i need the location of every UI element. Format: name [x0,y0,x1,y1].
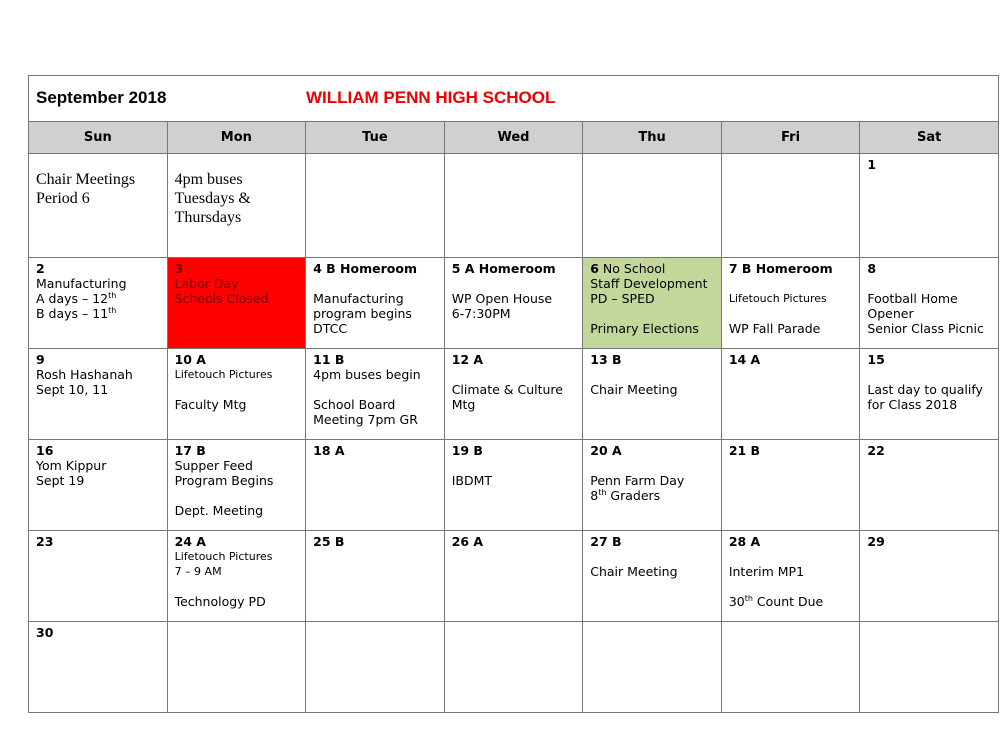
spacer [452,367,576,382]
empty-cell [721,622,860,713]
note-line: Period 6 [36,190,90,207]
event-text: Sept 10, 11 [36,382,109,397]
note-cell-sun [29,154,168,258]
day-number: 19 B [451,443,483,458]
event-text: Interim MP1 [728,564,805,579]
day-number: 18 A [313,443,345,458]
empty-cell [583,154,722,258]
day-number: 12 A [451,352,484,367]
day-cell-21 [721,440,860,531]
week-row-3 [29,440,999,531]
spacer [729,306,853,321]
title-cell [29,76,999,122]
event-text [36,291,160,306]
event-text [729,594,853,609]
day-cell-2 [29,258,168,349]
day-cell-11 [306,349,445,440]
event-text: Dept. Meeting [174,503,264,518]
spacer [452,276,576,291]
day-number: 24 A [174,534,206,549]
day-number: 30 [36,625,54,640]
spacer [867,276,991,291]
event-text: Faculty Mtg [174,397,247,412]
spacer [590,367,714,382]
header-sun: Sun [29,122,168,154]
event-text: 7 – 9 AM [174,565,222,578]
ordinal-suffix: th [108,305,117,315]
event-text: WP Fall Parade [728,321,821,336]
day-number: 21 B [728,443,761,458]
event-text: Primary Elections [590,321,699,336]
day-number: 14 A [728,352,761,367]
day-number: 4 B Homeroom [313,261,417,276]
event-text: Staff Development [590,276,708,291]
event-text: DTCC [313,321,348,336]
header-tue: Tue [306,122,445,154]
event-text: Supper Feed [174,458,253,473]
day-number: 8 [867,261,877,276]
day-cell-23 [29,531,168,622]
day-number: 16 [36,443,54,458]
day-cell-28 [721,531,860,622]
day-number: 29 [867,534,885,549]
header-sat: Sat [860,122,999,154]
day-number: 3 [174,261,184,276]
day-cell-6-no-school [583,258,722,349]
header-wed: Wed [444,122,583,154]
day-cell-3-holiday [167,258,306,349]
empty-cell [583,622,722,713]
day-cell-30 [29,622,168,713]
event-text: Football Home [867,291,958,306]
day-cell-14 [721,349,860,440]
day-number: 20 A [590,443,622,458]
event-text: IBDMT [451,473,492,488]
day-number: 9 [36,352,45,367]
event-text [590,488,714,503]
day-cell-24 [167,531,306,622]
event-text-part: Graders [606,488,661,503]
day-cell-15 [860,349,999,440]
spacer [590,458,714,473]
event-text: Penn Farm Day [590,473,685,488]
day-cell-29 [860,531,999,622]
day-number: 6 [590,261,599,276]
note-line: 4pm buses [174,171,243,188]
day-cell-17 [167,440,306,531]
spacer [452,458,576,473]
empty-cell [306,154,445,258]
event-text: 4pm buses begin [313,367,421,382]
spacer [313,276,437,291]
day-number: 26 A [451,534,484,549]
event-text-part: B days – 11 [36,306,109,321]
spacer [729,549,853,564]
day-cell-13 [583,349,722,440]
day-number: 13 B [590,352,622,367]
event-text: Chair Meeting [590,382,678,397]
day-number: 15 [867,352,885,367]
day-number: 5 A Homeroom [451,261,556,276]
day-number: 17 B [174,443,206,458]
event-text: Program Begins [174,473,274,488]
week-row-2 [29,349,999,440]
day-number: 2 [36,261,45,276]
spacer [175,382,299,397]
event-text: Manufacturing [313,291,404,306]
event-text: program begins [313,306,412,321]
weekday-header [29,122,999,154]
spacer [175,579,299,594]
event-text: Rosh Hashanah [36,367,133,382]
event-text: Technology PD [174,594,266,609]
empty-cell [860,622,999,713]
day-number: 10 A [174,352,206,367]
event-text: Lifetouch Pictures [174,550,273,563]
day-cell-22 [860,440,999,531]
ordinal-suffix: th [598,487,607,497]
event-text: Sept 19 [36,473,85,488]
event-text-part: 30 [728,594,745,609]
empty-cell [721,154,860,258]
day-cell-8 [860,258,999,349]
event-text: Last day to qualify [867,382,983,397]
event-text: Manufacturing [36,276,127,291]
day-cell-5 [444,258,583,349]
day-cell-4 [306,258,445,349]
note-line: Tuesdays & [174,190,251,207]
spacer [729,276,853,291]
event-text: PD – SPED [590,291,655,306]
day-number: 7 B Homeroom [728,261,833,276]
event-text: WP Open House [451,291,553,306]
header-thu: Thu [583,122,722,154]
month-title: September 2018 [36,88,167,107]
day-number: 22 [867,443,885,458]
note-cell-mon [167,154,306,258]
empty-cell [444,154,583,258]
header-fri: Fri [721,122,860,154]
event-text: 6-7:30PM [451,306,511,321]
event-text: No School [598,261,666,276]
ordinal-suffix: th [108,290,117,300]
event-text: Schools Closed [174,291,269,306]
day-number: 1 [867,157,877,172]
day-number: 25 B [313,534,345,549]
ordinal-suffix: th [744,593,753,603]
spacer [313,382,437,397]
day-cell-1 [860,154,999,258]
empty-cell [306,622,445,713]
day-heading [590,261,714,276]
calendar-grid [28,75,999,713]
event-text: Lifetouch Pictures [174,368,273,381]
spacer [590,549,714,564]
day-cell-19 [444,440,583,531]
day-cell-20 [583,440,722,531]
day-cell-9 [29,349,168,440]
title-row [29,76,999,122]
week-row-0 [29,154,999,258]
header-mon: Mon [167,122,306,154]
day-cell-26 [444,531,583,622]
spacer [867,367,991,382]
event-text: Chair Meeting [590,564,678,579]
event-text: Senior Class Picnic [867,321,984,336]
week-row-5 [29,622,999,713]
day-cell-18 [306,440,445,531]
spacer [590,306,714,321]
event-text: Labor Day [174,276,239,291]
note-line: Chair Meetings [36,171,136,188]
day-number: 28 A [728,534,761,549]
empty-cell [444,622,583,713]
event-text: Climate & Culture [451,382,563,397]
event-text: Lifetouch Pictures [728,292,827,305]
event-text-part: A days – 12 [36,291,109,306]
empty-cell [167,622,306,713]
event-text [36,306,160,321]
week-row-4 [29,531,999,622]
week-row-1 [29,258,999,349]
note-line: Thursdays [174,209,242,226]
day-cell-10 [167,349,306,440]
spacer [729,579,853,594]
day-number: 23 [36,534,54,549]
school-title: WILLIAM PENN HIGH SCHOOL [306,88,556,107]
event-text: School Board [313,397,396,412]
spacer [175,488,299,503]
event-text-part: Count Due [752,594,824,609]
day-cell-7 [721,258,860,349]
day-cell-27 [583,531,722,622]
day-number: 11 B [313,352,345,367]
event-text: for Class 2018 [867,397,958,412]
event-text-part: 8 [590,488,599,503]
day-cell-16 [29,440,168,531]
event-text: Mtg [451,397,476,412]
event-text: Opener [867,306,914,321]
day-cell-25 [306,531,445,622]
day-number: 27 B [590,534,622,549]
event-text: Meeting 7pm GR [313,412,418,427]
day-cell-12 [444,349,583,440]
event-text: Yom Kippur [36,458,107,473]
